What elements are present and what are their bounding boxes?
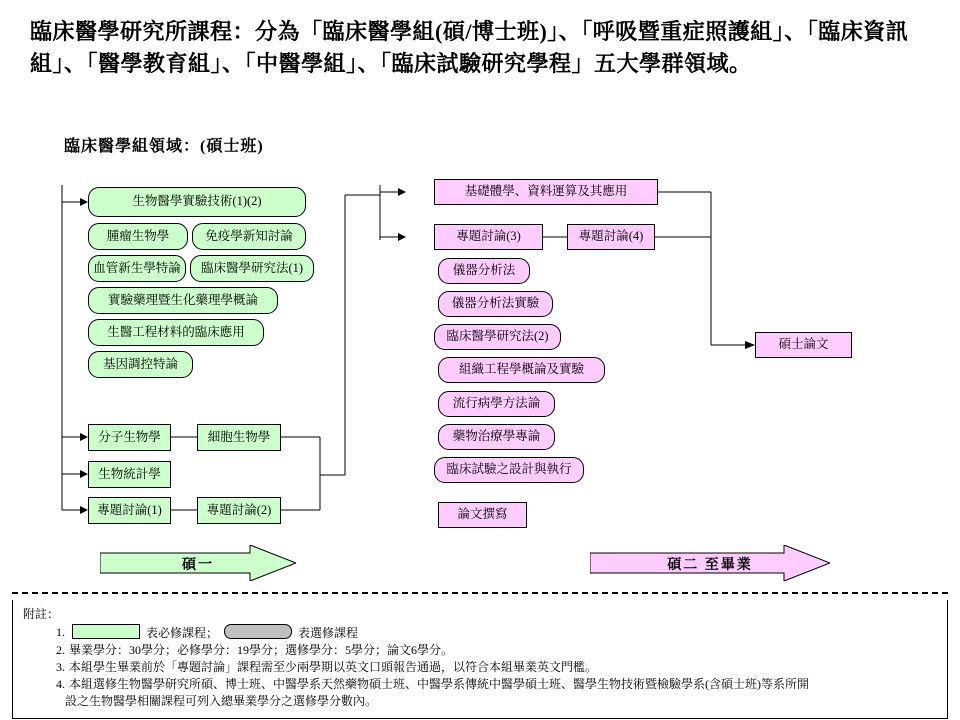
course-node[interactable]: 藥物治療學專論 — [438, 424, 555, 450]
note-item — [23, 659, 937, 676]
course-node[interactable]: 專題討論(4) — [567, 224, 655, 250]
note-mid-text: 表必修課程； — [146, 626, 219, 641]
notes-heading: 附註： — [23, 607, 60, 621]
course-node[interactable]: 生醫工程材料的臨床應用 — [88, 319, 264, 346]
course-node[interactable]: 免疫學新知討論 — [192, 223, 306, 250]
semester1-banner-label: 碩一 — [182, 558, 214, 573]
notes-box — [12, 600, 948, 719]
semester2-banner — [590, 545, 830, 581]
course-node[interactable]: 實驗藥理暨生化藥理學概論 — [88, 287, 278, 314]
elective-color-swatch — [224, 624, 292, 639]
course-node[interactable]: 組織工程學概論及實驗 — [438, 357, 605, 383]
note-number: 1. — [56, 625, 65, 640]
curriculum-diagram — [0, 165, 960, 590]
semester2-banner-label: 碩二 至畢業 — [667, 558, 753, 573]
course-node[interactable]: 儀器分析法實驗 — [438, 291, 553, 317]
note-number: 3. — [56, 660, 65, 675]
page-title: 臨床醫學研究所課程：分為「臨床醫學組(碩/博士班)」、「呼吸暨重症照護組」、「臨床資訊組」、「醫學教育組」、「中醫學組」、「臨床試驗研究學程」五大學群領域。 — [30, 19, 909, 76]
note-text: 本組選修生物醫學研究所碩、博士班、中醫學系天然藥物碩士班、中醫學系傳統中醫學碩士班、醫學生物技術暨檢驗學系(含碩士班)等系所開 — [69, 677, 809, 692]
course-node[interactable]: 專題討論(1) — [88, 497, 171, 524]
course-node[interactable]: 論文撰寫 — [438, 502, 527, 528]
note-text: 畢業學分：30學分；必修學分：19學分；選修學分：5學分；論文6學分。 — [69, 643, 454, 658]
course-node[interactable]: 生物統計學 — [88, 461, 171, 488]
course-node[interactable]: 生物醫學實驗技術(1)(2) — [88, 187, 306, 217]
note-item — [23, 642, 937, 659]
course-node[interactable]: 腫瘤生物學 — [88, 223, 188, 250]
note-item — [23, 676, 937, 693]
semester1-banner — [100, 545, 296, 581]
note-item — [23, 624, 937, 642]
course-node[interactable]: 分子生物學 — [88, 424, 171, 451]
note-post-text: 表選修課程 — [298, 626, 359, 641]
course-node[interactable]: 血管新生學特論 — [88, 255, 186, 282]
section-divider — [12, 592, 948, 594]
page-subtitle: 臨床醫學組領域：(碩士班) — [64, 138, 264, 155]
course-node[interactable]: 基因調控特論 — [88, 351, 193, 378]
course-node[interactable]: 臨床試驗之設計與執行 — [434, 457, 584, 483]
course-node[interactable]: 專題討論(2) — [197, 497, 281, 524]
course-node[interactable]: 基礎體學、資料運算及其應用 — [434, 179, 658, 205]
note-text: 本組學生畢業前於「專題討論」課程需至少兩學期以英文口頭報告通過，以符合本組畢業英文門檻。 — [69, 660, 598, 675]
note-number: 4. — [56, 677, 65, 692]
course-node[interactable]: 流行病學方法論 — [438, 391, 555, 417]
course-node[interactable]: 儀器分析法 — [438, 258, 530, 284]
note-continuation: 設之生物醫學相關課程可列入總畢業學分之選修學分數內。 — [65, 694, 378, 709]
course-node[interactable]: 細胞生物學 — [197, 424, 281, 451]
required-color-swatch — [72, 624, 140, 639]
course-node[interactable]: 專題討論(3) — [434, 224, 543, 250]
thesis-node[interactable]: 碩士論文 — [755, 332, 852, 358]
note-number: 2. — [56, 643, 65, 658]
course-node[interactable]: 臨床醫學研究法(2) — [434, 324, 561, 350]
course-node[interactable]: 臨床醫學研究法(1) — [190, 255, 314, 282]
note-text — [69, 624, 937, 642]
